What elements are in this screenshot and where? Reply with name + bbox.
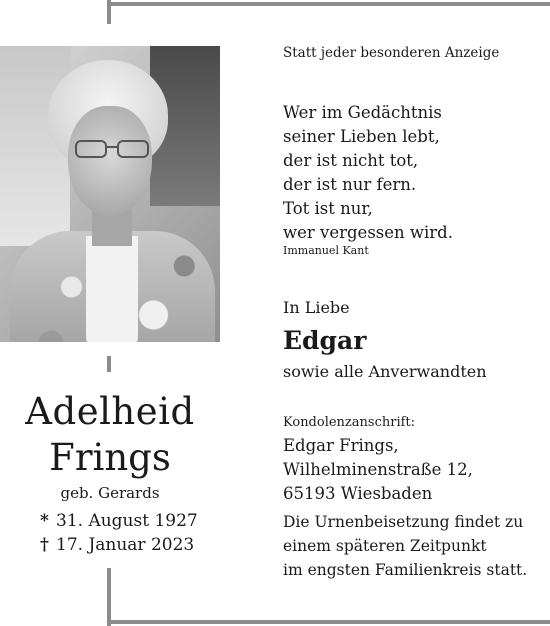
address-line: Wilhelminenstraße 12, xyxy=(283,460,473,479)
address-line: 65193 Wiesbaden xyxy=(283,484,433,503)
address-line: Edgar Frings, xyxy=(283,436,399,455)
quote-line: Wer im Gedächtnis xyxy=(283,103,442,122)
deceased-last-name: Frings xyxy=(49,436,171,479)
frame-left-line xyxy=(107,356,111,372)
birth-date: 31. August 1927 xyxy=(56,511,198,531)
star-icon: * xyxy=(40,511,49,531)
quote-line: Tot ist nur, xyxy=(283,199,373,218)
quote-line: der ist nicht tot, xyxy=(283,151,419,170)
frame-bottom-line xyxy=(107,620,550,624)
frame-top-line xyxy=(107,2,550,6)
death-date-line xyxy=(40,535,194,555)
quote-author: Immanuel Kant xyxy=(283,244,369,257)
quote-line: der ist nur fern. xyxy=(283,175,417,194)
frame-left-bottom-line xyxy=(107,568,111,626)
birth-date-line xyxy=(40,511,198,531)
relatives-text: sowie alle Anverwandten xyxy=(283,362,487,381)
condolence-label: Kondolenzanschrift: xyxy=(283,415,416,430)
quote-line: wer vergessen wird. xyxy=(283,223,453,242)
glasses-icon xyxy=(74,138,150,160)
urn-notice-line: im engsten Familienkreis statt. xyxy=(283,561,528,579)
in-love-text: In Liebe xyxy=(283,298,350,317)
birth-name: geb. Gerards xyxy=(60,484,160,502)
deceased-first-name: Adelheid xyxy=(25,390,195,433)
mourner-name: Edgar xyxy=(283,326,367,355)
urn-notice-line: Die Urnenbeisetzung findet zu xyxy=(283,513,524,531)
notice-heading: Statt jeder besonderen Anzeige xyxy=(283,45,500,61)
quote-line: seiner Lieben lebt, xyxy=(283,127,440,146)
urn-notice-line: einem späteren Zeitpunkt xyxy=(283,537,487,555)
portrait-photo xyxy=(0,46,220,342)
cross-icon: † xyxy=(40,535,49,555)
death-date: 17. Januar 2023 xyxy=(56,535,195,555)
